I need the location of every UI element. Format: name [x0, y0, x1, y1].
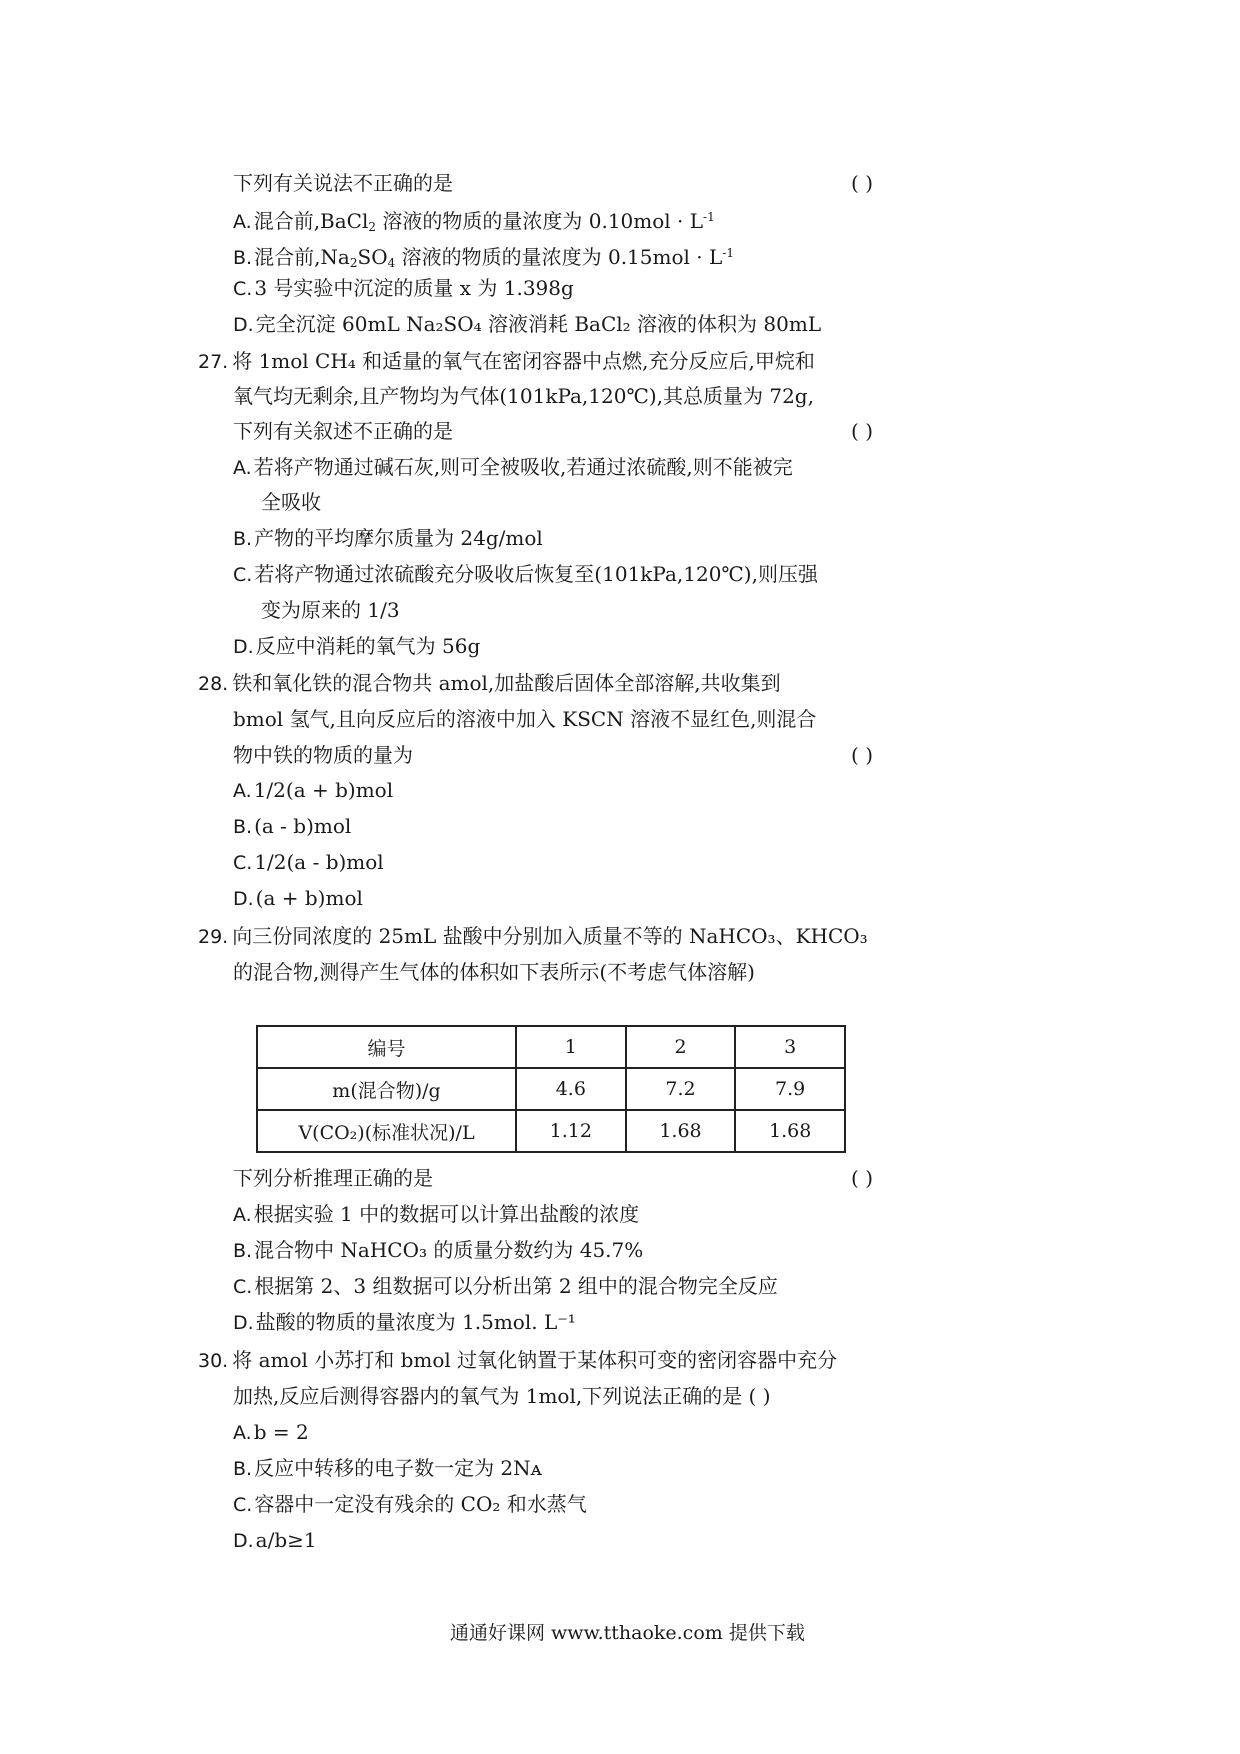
q29-line1: 29. 向三份同浓度的 25mL 盐酸中分别加入质量不等的 NaHCO₃、KHCO₃	[198, 924, 868, 948]
answer-blank: ( )	[851, 743, 873, 767]
q30-option-d: D. a/b≥1	[233, 1528, 317, 1552]
q27-option-c-cont: 变为原来的 1/3	[261, 598, 400, 622]
q28-line1: 28. 铁和氧化铁的混合物共 amol,加盐酸后固体全部溶解,共收集到	[198, 671, 781, 695]
q27-line3: 下列有关叙述不正确的是 ( )	[233, 413, 873, 449]
q26-option-b: B. 混合前$,Na_2SO_4$ 溶液的物质的量浓度为 $0.15mol \cdot L^{-1}$	[233, 245, 734, 270]
q28-option-b: B. (a - b)mol	[233, 814, 352, 838]
data-table	[256, 1025, 846, 1153]
table-cell: 1	[516, 1026, 626, 1068]
q27-option-b: B. 产物的平均摩尔质量为 24g/mol	[233, 526, 543, 550]
q30-option-b: B. 反应中转移的电子数一定为 2Nᴀ	[233, 1456, 542, 1480]
q27-option-a-cont: 全吸收	[261, 490, 321, 514]
q30-option-c: C. 容器中一定没有残余的 CO₂ 和水蒸气	[233, 1492, 587, 1516]
table-cell: 7.2	[626, 1068, 736, 1110]
q29-stem: 下列分析推理正确的是 ( )	[233, 1160, 873, 1196]
answer-blank: ( )	[851, 171, 873, 195]
q30-line2: 加热,反应后测得容器内的氧气为 1mol,下列说法正确的是 ( )	[233, 1384, 771, 1408]
q27-line2: 氧气均无剩余,且产物均为气体(101kPa,120℃),其总质量为 72g,	[233, 384, 814, 408]
table-row	[257, 1110, 845, 1152]
q28-option-d: D. (a + b)mol	[233, 886, 363, 910]
q26-option-c: C. 3 号实验中沉淀的质量 x 为 1.398g	[233, 276, 574, 300]
table-cell: 编号	[257, 1026, 516, 1068]
q28-option-a: A. 1/2(a + b)mol	[233, 778, 394, 802]
q29-option-b: B. 混合物中 NaHCO₃ 的质量分数约为 45.7%	[233, 1238, 644, 1262]
table-cell: 7.9	[735, 1068, 845, 1110]
answer-blank: ( )	[851, 1166, 873, 1190]
q28-option-c: C. 1/2(a - b)mol	[233, 850, 384, 874]
table-cell: V(CO₂)(标准状况)/L	[257, 1110, 516, 1152]
q27-option-a: A. 若将产物通过碱石灰,则可全被吸收,若通过浓硫酸,则不能被完	[233, 455, 793, 479]
q29-line2: 的混合物,测得产生气体的体积如下表所示(不考虑气体溶解)	[233, 960, 755, 984]
q28-line3: 物中铁的物质的量为 ( )	[233, 737, 873, 773]
table-cell: 2	[626, 1026, 736, 1068]
q27-option-d: D. 反应中消耗的氧气为 56g	[233, 634, 481, 658]
table-cell: 4.6	[516, 1068, 626, 1110]
table-header-row	[257, 1026, 845, 1068]
table-cell: m(混合物)/g	[257, 1068, 516, 1110]
q26-option-d: D. 完全沉淀 60mL Na₂SO₄ 溶液消耗 BaCl₂ 溶液的体积为 80mL	[233, 312, 822, 336]
q27-line1: 27. 将 1mol CH₄ 和适量的氧气在密闭容器中点燃,充分反应后,甲烷和	[198, 349, 815, 373]
answer-blank: ( )	[851, 419, 873, 443]
q28-line2: bmol 氢气,且向反应后的溶液中加入 KSCN 溶液不显红色,则混合	[233, 707, 817, 731]
table-cell: 3	[735, 1026, 845, 1068]
q26-option-a: A. 混合前,BaCl$_2$ 溶液的物质的量浓度为 $0.10mol \cdot L^{-1}$	[233, 209, 715, 234]
q27-option-c: C. 若将产物通过浓硫酸充分吸收后恢复至(101kPa,120℃),则压强	[233, 562, 818, 586]
table-cell: 1.68	[626, 1110, 736, 1152]
footer-source: 通通好课网 www.tthaoke.com 提供下载	[450, 1622, 805, 1644]
table-row	[257, 1068, 845, 1110]
table-cell: 1.12	[516, 1110, 626, 1152]
q30-option-a: A. b = 2	[233, 1420, 309, 1444]
q26-stem: 下列有关说法不正确的是 ( )	[233, 165, 873, 201]
q29-option-d: D. 盐酸的物质的量浓度为 1.5mol. L⁻¹	[233, 1310, 576, 1334]
q29-option-a: A. 根据实验 1 中的数据可以计算出盐酸的浓度	[233, 1202, 640, 1226]
table-cell: 1.68	[735, 1110, 845, 1152]
q29-option-c: C. 根据第 2、3 组数据可以分析出第 2 组中的混合物完全反应	[233, 1274, 778, 1298]
q30-line1: 30. 将 amol 小苏打和 bmol 过氧化钠置于某体积可变的密闭容器中充分	[198, 1348, 838, 1372]
